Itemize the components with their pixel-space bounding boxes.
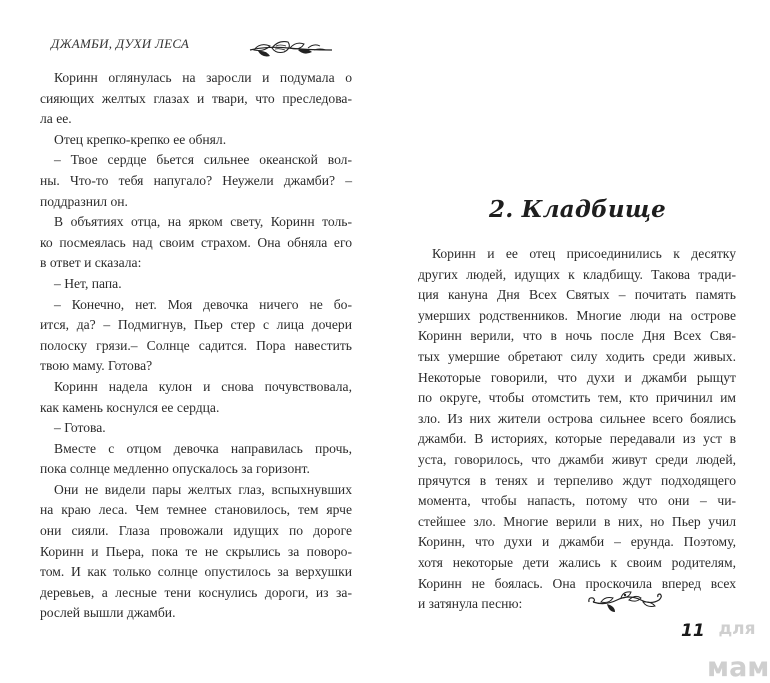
text-line: полоску грязи.– Солнце садится. Пора навестить: [40, 337, 352, 353]
text-line: рослей вышли джамби.: [40, 605, 176, 621]
text-line: Коринн, что духи и джамби – ерунда. Поэтому,: [418, 534, 736, 550]
left-page-text: [40, 68, 352, 624]
text-line: ция кануна Дня Всех Святых – почитать память: [418, 287, 736, 303]
text-line: как камень коснулся ее сердца.: [40, 399, 220, 415]
text-line: – Твое сердце бьется сильнее океанской вол-: [54, 152, 352, 168]
running-head: ДЖАМБИ, ДУХИ ЛЕСА: [51, 36, 190, 51]
right-page: [385, 0, 770, 683]
watermark-line-1: для: [718, 619, 756, 639]
text-line: в ответ и сказала:: [40, 255, 142, 271]
text-line: других людей, идущих к кладбищу. Такова тради-: [418, 266, 736, 282]
text-line: Коринн верили, что в ночь после Дня Всех Свя-: [418, 328, 736, 344]
watermark-line-2: мам: [707, 652, 770, 683]
text-line: Коринн оглянулась на заросли и подумала о: [54, 70, 352, 85]
text-line: том. И как только солнце опустилось за верхушки: [40, 564, 352, 580]
text-line: прячутся в тенях и терпеливо ждут подходящего: [418, 472, 736, 488]
text-line: В объятиях отца, на ярком свету, Коринн толь-: [54, 214, 352, 230]
text-line: ны. Что-то тебя напугало? Неужели джамби? –: [40, 172, 352, 188]
text-line: ится, да? – Подмигнув, Пьер стер с лица дочери: [40, 317, 352, 333]
text-line: на краю леса. Чем темнее становилось, тем ярче: [40, 502, 352, 518]
text-line: по округе, чтобы отомстить тем, кто причинил им: [418, 390, 736, 406]
text-line: Отец крепко-крепко ее обнял.: [54, 131, 227, 147]
text-line: деревьев, а лесные тени коснулись дороги, из за-: [40, 584, 352, 600]
text-line: джамби. В историях, которые передавали из уст в: [418, 431, 736, 447]
text-line: ла ее.: [40, 111, 72, 127]
text-line: они сияли. Глаза провожали идущих по дороге: [40, 523, 352, 539]
page-number: 11: [681, 621, 705, 641]
right-page-text: [418, 244, 736, 615]
watermark: [707, 619, 770, 683]
text-line: поддразнил он.: [40, 193, 128, 209]
vine-ornament-icon: [585, 590, 665, 614]
text-line: пока солнце медленно опускалось за горизонт.: [40, 461, 310, 477]
text-line: – Конечно, нет. Моя девочка ничего не бо-: [54, 296, 352, 312]
text-line: момента, чтобы напасть, потому что они – чи-: [418, 493, 736, 509]
text-line: зло. Из них жители острова сильнее всего боялись: [418, 410, 736, 426]
text-line: твою маму. Готова?: [40, 358, 153, 374]
chapter-title: 2. Кладбище: [489, 196, 666, 223]
text-line: Вместе с отцом девочка направилась прочь,: [54, 440, 352, 456]
text-line: тых умершие обретают силу ходить среди живых.: [418, 348, 736, 364]
text-line: и затянула песню:: [418, 596, 523, 612]
text-line: хотя некоторые дети жались к своим родителям,: [418, 554, 736, 570]
text-line: Коринн и ее отец присоединились к десятку: [432, 246, 736, 261]
text-line: уста, говорилось, что джамби живут среди людей,: [418, 451, 736, 467]
text-line: сияющих желтых глазах и твари, что преследова-: [40, 90, 352, 106]
text-line: Коринн не боялась. Она проскочила вперед всех: [418, 575, 736, 591]
text-line: – Нет, папа.: [54, 275, 122, 291]
text-line: умерших родственников. Многие люди на острове: [418, 307, 736, 323]
text-line: Коринн и Пьера, пока те не скрылись за поворо-: [40, 543, 352, 559]
text-line: Они не видели пары желтых глаз, вспыхнувших: [54, 481, 352, 497]
text-line: – Готова.: [54, 420, 106, 436]
leaf-ornament-icon: [248, 38, 334, 60]
text-line: стейшее зло. Многие верили в них, но Пьер учил: [418, 513, 736, 529]
text-line: Некоторые говорили, что духи и джамби рыщут: [418, 369, 736, 385]
left-page: [0, 0, 385, 632]
text-line: Коринн надела кулон и снова почувствовала,: [54, 378, 352, 394]
text-line: ко посмеялась над своим страхом. Она обняла его: [40, 234, 352, 250]
